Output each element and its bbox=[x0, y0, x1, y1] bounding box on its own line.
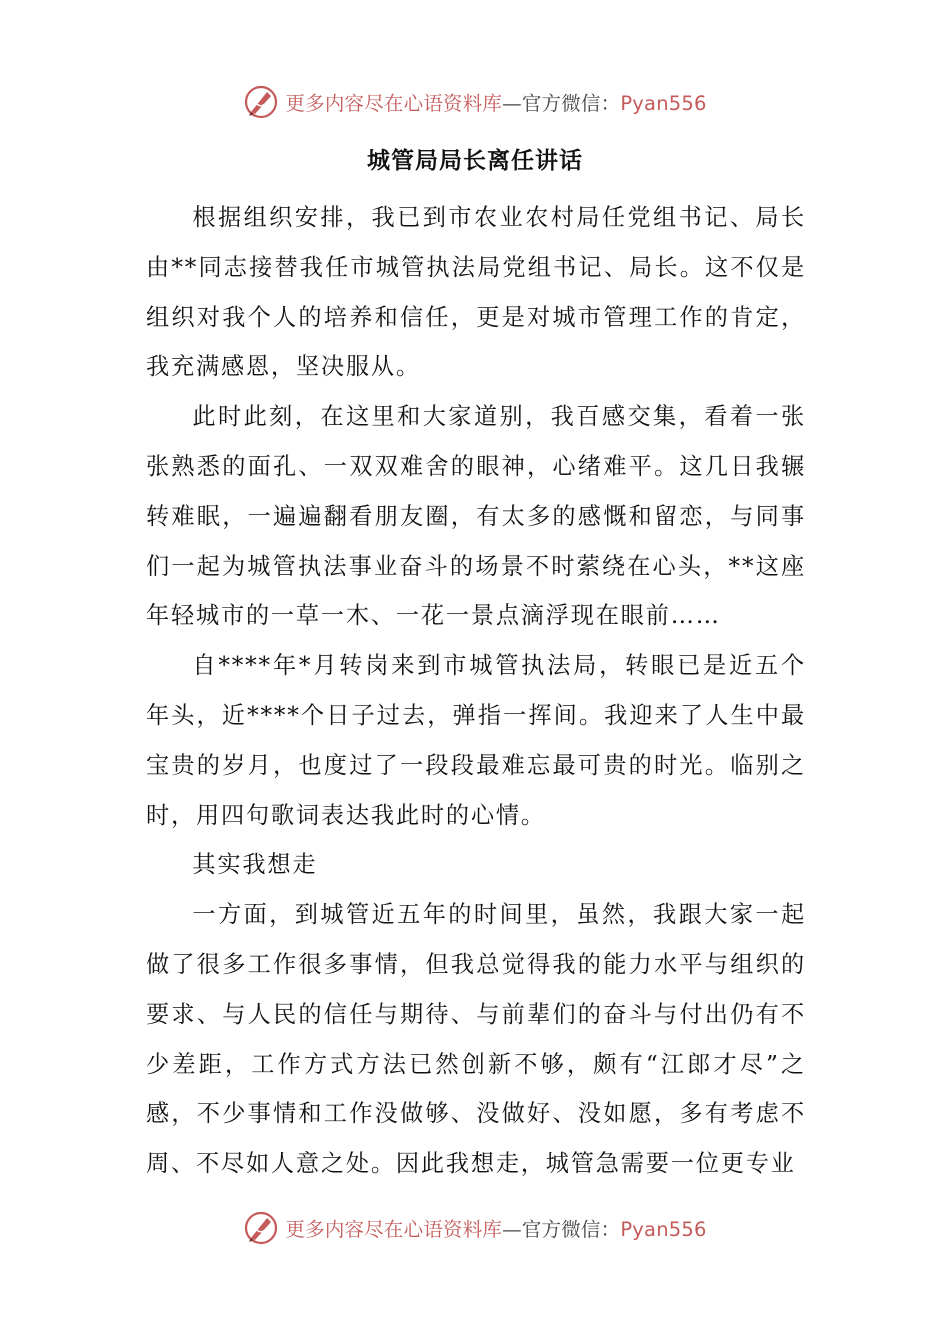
banner-wechat-id: Pyan556 bbox=[620, 1218, 707, 1241]
paragraph: 根据组织安排，我已到市农业农村局任党组书记、局长由**同志接替我任市城管执法局党组书记、局长。这不仅是组织对我个人的培养和信任，更是对城市管理工作的肯定，我充满感恩，坚决服从。 bbox=[146, 204, 806, 381]
banner-dash: — bbox=[502, 1218, 522, 1241]
paragraph: 一方面，到城管近五年的时间里，虽然，我跟大家一起做了很多工作很多事情，但我总觉得我的能力水平与组织的要求、与人民的信任与期待、与前辈们的奋斗与付出仍有不少差距，工作方式方法已然创新不够，颇有“江郎才尽”之感，不少事情和工作没做够、没做好、没如愿，多有考虑不周、不尽如人意之处。因此我想走，城管急需要一位更专业 bbox=[146, 901, 806, 1178]
paragraph: 自****年*月转岗来到市城管执法局，转眼已是近五个年头，近****个日子过去，弹指一挥间。我迎来了人生中最宝贵的岁月，也度过了一段段最难忘最可贵的时光。临别之时，用四句歌词表达我此时的心情。 bbox=[146, 652, 806, 829]
banner-dash: — bbox=[502, 92, 522, 115]
banner-text: 更多内容尽在心语资料库 bbox=[285, 92, 503, 115]
banner-label: 官方微信： bbox=[521, 1218, 621, 1241]
section-heading: 其实我想走 bbox=[192, 851, 318, 879]
pen-logo-icon bbox=[243, 84, 279, 120]
document-title: 城管局局长离任讲话 bbox=[367, 147, 583, 174]
pen-logo-icon bbox=[243, 1210, 279, 1246]
paragraph: 此时此刻，在这里和大家道别，我百感交集，看着一张张熟悉的面孔、一双双难舍的眼神，心绪难平。这几日我辗转难眠，一遍遍翻看朋友圈，有太多的感慨和留恋，与同事们一起为城管执法事业奋斗的场景不时萦绕在心头，**这座年轻城市的一草一木、一花一景点滴浮现在眼前…… bbox=[146, 403, 806, 630]
banner-label: 官方微信： bbox=[521, 92, 621, 115]
header-watermark-banner bbox=[0, 82, 950, 122]
banner-wechat-id: Pyan556 bbox=[620, 92, 707, 115]
footer-watermark-banner bbox=[0, 1208, 950, 1248]
banner-text: 更多内容尽在心语资料库 bbox=[285, 1218, 503, 1241]
document-body bbox=[146, 193, 806, 1189]
